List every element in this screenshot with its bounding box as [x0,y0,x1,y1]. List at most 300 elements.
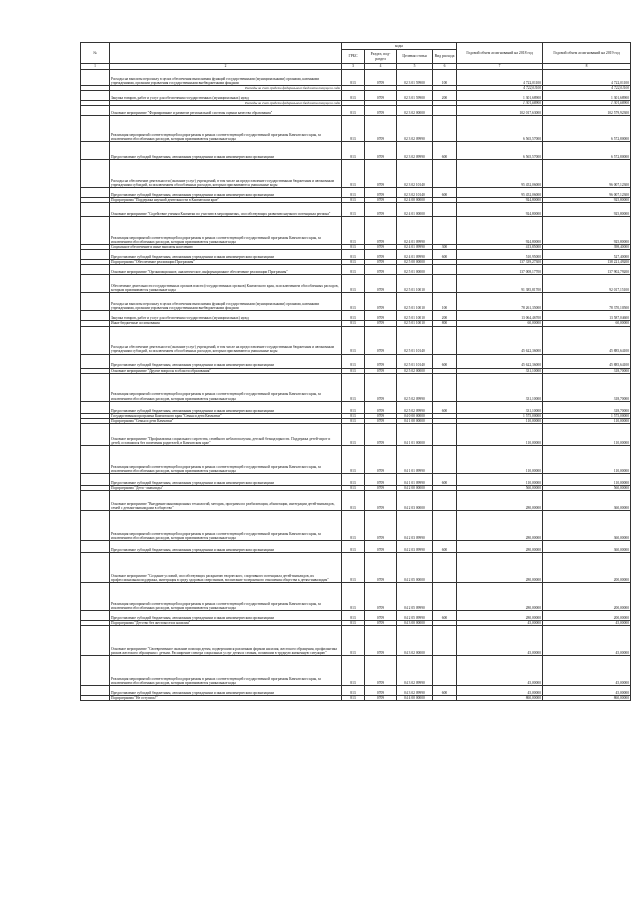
cell-number [81,142,110,160]
header-amount-2019: Годовой объем ассигнований на 2019 год [543,43,631,64]
cell-expense-type [433,582,457,610]
cell-amount-2019: 102 579,92300 [543,106,631,116]
cell-amount-2019: 200,00000 [543,582,631,610]
cell-amount-2018: 110,00000 [457,418,543,423]
cell-name: Подпрограмма "Дети - инвалиды" [110,485,342,490]
cell-section: 0709 [365,610,397,620]
cell-target-article: 02 5 01 10010 [397,275,433,293]
cell-name: Обеспечение деятельности государственных органов власти (государственных органов) Камчатского края, за исключением обособленных расходов, которым присваиваются уникальные коды [110,275,342,293]
cell-number [81,582,110,610]
cell-section: 0709 [365,326,397,354]
cell-amount-2018: 331,10000 [457,368,543,373]
cell-section: 0709 [365,490,397,510]
cell-grbs: 813 [342,142,365,160]
cell-number [81,265,110,275]
cell-amount-2018: 60,00000 [457,321,543,326]
cell-amount-2018: 13 064,46700 [457,311,543,321]
cell-grbs: 813 [342,401,365,413]
cell-target-article: 02 3 02 10140 [397,160,433,188]
cell-section: 0709 [365,413,397,418]
cell-grbs: 813 [342,250,365,260]
cell-amount-2018: 331,10000 [457,373,543,401]
cell-number [81,91,110,101]
cell-target-article: 02 4 00 00000 [397,198,433,203]
cell-number [81,70,110,86]
cell-number [81,401,110,413]
cell-grbs: 813 [342,188,365,198]
cell-expense-type: 600 [433,401,457,413]
cell-grbs: 813 [342,265,365,275]
cell-amount-2018: 280,00000 [457,510,543,540]
cell-target-article: 04 1 01 09990 [397,445,433,473]
table-row [81,293,631,311]
cell-target-article: 04 2 03 09990 [397,540,433,552]
cell-expense-type: 600 [433,142,457,160]
cell-name: Основное мероприятие "Своевременное оказание помощи детям, подвергшимся различным формам насилия, жестокого обращения, профилактика рисков жестокого обращения с детьми. Расширение спектра социальных услуг детям и семьям, попавшим в трудную жизненную ситуацию" [110,626,342,656]
cell-grbs: 813 [342,423,365,445]
cell-section: 0709 [365,275,397,293]
table-row [81,354,631,368]
cell-name: Подпрограмма "Семья и дети Камчатки" [110,418,342,423]
cell-amount-2018: 413,85000 [457,245,543,250]
cell-section: 0709 [365,540,397,552]
header-expense-type: Вид расхода [433,50,457,64]
cell-amount-2018: 78 261,35000 [457,293,543,311]
cell-target-article: 04 0 00 00000 [397,413,433,418]
cell-expense-type [433,696,457,701]
cell-section: 0709 [365,696,397,701]
cell-amount-2018: 1 575,00000 [457,413,543,418]
cell-number [81,686,110,696]
table-row [81,510,631,540]
cell-expense-type [433,510,457,540]
header-number: № [81,43,110,64]
cell-target-article: 04 2 05 00000 [397,552,433,582]
cell-section: 0709 [365,198,397,203]
table-row [81,423,631,445]
cell-grbs: 813 [342,311,365,321]
cell-amount-2018: 95 452,06000 [457,188,543,198]
cell-grbs: 813 [342,260,365,265]
table-row [81,696,631,701]
cell-expense-type [433,445,457,473]
cell-grbs: 813 [342,490,365,510]
cell-amount-2018: 45,00000 [457,626,543,656]
table-row [81,116,631,142]
cell-section: 0709 [365,620,397,625]
cell-amount-2018: 280,00000 [457,490,543,510]
cell-name: Предоставление субсидий бюджетным, автономным учреждениям и иным некоммерческим организациям [110,540,342,552]
cell-name: Предоставление субсидий бюджетным, автономным учреждениям и иным некоммерческим организациям [110,354,342,368]
cell-amount-2018: 4 722,01100 [457,70,543,86]
cell-number [81,275,110,293]
cell-name: Реализация мероприятий соответствующей подпрограммы в рамках соответствующей государственной программы Камчатского края, за исключением обособленных расходов, которым присваиваются уникальные коды [110,656,342,686]
cell-grbs: 813 [342,203,365,217]
cell-amount-2018: 102 017,63000 [457,106,543,116]
cell-amount-2019: 318,70000 [543,401,631,413]
cell-section: 0709 [365,203,397,217]
cell-number [81,217,110,245]
cell-grbs: 813 [342,696,365,701]
cell-section: 0709 [365,188,397,198]
cell-expense-type [433,490,457,510]
cell-amount-2018: 137 339,27300 [457,260,543,265]
cell-expense-type [433,106,457,116]
cell-amount-2019: 110,00000 [543,418,631,423]
cell-name: Основное мероприятие "Создание условий, способствующих раскрытию творческого, спортивного потенциала детей-инвалидов, их профессиональная поддержка, интеграция в среду здоровых сверстников, воспитание толерантного отношения общества к детям-инвалидам" [110,552,342,582]
table-row [81,70,631,86]
cell-name: Реализация мероприятий соответствующей подпрограммы в рамках соответствующей государственной программы Камчатского края, за исключением обособленных расходов, которым присваиваются уникальные коды [110,116,342,142]
cell-amount-2018: 45,00000 [457,686,543,696]
cell-number [81,445,110,473]
cell-amount-2019: 318,70000 [543,373,631,401]
cell-amount-2019: 1 301,68900 [543,91,631,101]
cell-name: Подпрограмма "Обеспечение реализации Программы" [110,260,342,265]
cell-section: 0709 [365,116,397,142]
cell-amount-2018: 860,00000 [457,696,543,701]
cell-target-article: 02 3 02 00000 [397,106,433,116]
cell-section: 0709 [365,260,397,265]
cell-target-article: 02 3 01 59900 [397,91,433,101]
cell-expense-type [433,217,457,245]
table-row [81,106,631,116]
cell-target-article: 02 5 01 10010 [397,293,433,311]
cell-target-article: 02 5 02 00000 [397,368,433,373]
cell-number [81,490,110,510]
table-row [81,265,631,275]
cell-section: 0709 [365,626,397,656]
cell-expense-type [433,116,457,142]
header-codes: коды [342,43,457,50]
cell-target-article: 04 1 01 00000 [397,423,433,445]
cell-section: 0709 [365,160,397,188]
cell-expense-type: 600 [433,610,457,620]
table-row [81,311,631,321]
cell-grbs: 813 [342,540,365,552]
cell-expense-type [433,656,457,686]
cell-name: Реализация мероприятий соответствующей подпрограммы в рамках соответствующей государственной программы Камчатского края, за исключением обособленных расходов, которым присваиваются уникальные коды [110,217,342,245]
cell-amount-2018: 110,00000 [457,445,543,473]
cell-amount-2018: 924,80000 [457,198,543,203]
cell-grbs: 813 [342,91,365,101]
column-number: 4 [365,64,397,70]
cell-amount-2019: 110,00000 [543,445,631,473]
cell-amount-2018: 280,00000 [457,582,543,610]
cell-name: Расходы на выплаты персоналу в целях обеспечения выполнения функций государственными (муниципальными) органами, казенными учреждениями, органами управления государственными внебюджетными фондами [110,70,342,86]
cell-amount-2019: 4 722,01100 [543,70,631,86]
cell-target-article: 04 2 03 00000 [397,490,433,510]
cell-expense-type: 600 [433,540,457,552]
cell-section: 0709 [365,485,397,490]
cell-amount-2018: 280,00000 [457,552,543,582]
cell-grbs: 813 [342,373,365,401]
cell-amount-2018: 6 565,57000 [457,116,543,142]
cell-amount-2019: 110,00000 [543,473,631,485]
cell-amount-2019: 200,00000 [543,552,631,582]
cell-section: 0709 [365,265,397,275]
cell-section: 0709 [365,418,397,423]
cell-amount-2019: 360,00000 [543,490,631,510]
cell-expense-type: 300 [433,245,457,250]
cell-amount-2019: 110,00000 [543,423,631,445]
cell-amount-2019: 78 370,10500 [543,293,631,311]
cell-grbs: 813 [342,160,365,188]
cell-amount-2018: 1 301,68900 [457,91,543,101]
cell-number [81,373,110,401]
cell-name: Основное мероприятие "Другие вопросы в области образования" [110,368,342,373]
table-row [81,540,631,552]
cell-name: Предоставление субсидий бюджетным, автономным учреждениям и иным некоммерческим организациям [110,142,342,160]
header-section: Раздел, под-раздел [365,50,397,64]
cell-target-article: 02 4 01 09990 [397,245,433,250]
cell-expense-type: 600 [433,188,457,198]
cell-amount-2018: 1 301,68900 [457,101,543,106]
cell-amount-2019: 45,00000 [543,656,631,686]
cell-amount-2019: 96 007,12300 [543,188,631,198]
cell-grbs: 813 [342,445,365,473]
header-name [110,43,342,64]
cell-amount-2019: 96 007,12300 [543,160,631,188]
cell-grbs: 813 [342,473,365,485]
cell-number [81,473,110,485]
cell-expense-type: 100 [433,293,457,311]
cell-grbs: 813 [342,413,365,418]
cell-name: Расходы на обеспечение деятельности (оказание услуг) учреждений, в том числе на предоставление государственным бюджетным и автономным учреждениям субсидий, за исключением обособленных расходов, которым присваиваются уникальные коды [110,160,342,188]
table-row [81,401,631,413]
table-row [81,217,631,245]
cell-amount-2019: 925,80000 [543,203,631,217]
table-row [81,203,631,217]
cell-expense-type: 600 [433,473,457,485]
cell-number [81,423,110,445]
cell-expense-type [433,265,457,275]
cell-expense-type: 200 [433,91,457,101]
cell-target-article: 02 5 01 10010 [397,321,433,326]
cell-name: Подпрограмма "Детство без жестокости и насилия" [110,620,342,625]
cell-target-article: 02 5 00 00000 [397,260,433,265]
cell-section: 0709 [365,217,397,245]
cell-grbs: 813 [342,293,365,311]
cell-amount-2019: 6 572,80000 [543,142,631,160]
cell-expense-type: 100 [433,70,457,86]
budget-table [80,42,631,701]
cell-amount-2018: 6 565,57000 [457,142,543,160]
header-grbs: ГРБС [342,50,365,64]
cell-amount-2019: 60,00000 [543,321,631,326]
cell-name: Расходы на обеспечение деятельности (оказание услуг) учреждений, в том числе на предоставление государственным бюджетным и автономным учреждениям субсидий, за исключением обособленных расходов, которым присваиваются уникальные коды [110,326,342,354]
cell-amount-2019: 527,40000 [543,250,631,260]
cell-amount-2019: 45,00000 [543,686,631,696]
cell-amount-2019: 45,00000 [543,620,631,625]
cell-target-article: 04 2 05 09990 [397,582,433,610]
cell-expense-type: 600 [433,354,457,368]
cell-expense-type: 600 [433,686,457,696]
header-amount-2018: Годовой объем ассигнований на 2018 год [457,43,543,64]
cell-number [81,250,110,260]
table-row [81,91,631,101]
cell-name: Предоставление субсидий бюджетным, автономным учреждениям и иным некоммерческим организациям [110,610,342,620]
cell-amount-2018: 280,00000 [457,610,543,620]
cell-number [81,116,110,142]
cell-amount-2019: 925,80000 [543,217,631,245]
cell-name: Расходы на выплаты персоналу в целях обеспечения выполнения функций государственными (муниципальными) органами, казенными учреждениями, органами управления государственными внебюджетными фондами [110,293,342,311]
table-row [81,326,631,354]
cell-expense-type [433,373,457,401]
cell-section: 0709 [365,423,397,445]
cell-target-article: 02 3 02 09990 [397,116,433,142]
table-row [81,626,631,656]
cell-number [81,656,110,686]
cell-section: 0709 [365,368,397,373]
cell-target-article: 02 5 02 09990 [397,373,433,401]
table-row [81,275,631,293]
cell-name: Основное мероприятие "Профилактика социального сиротства, семейного неблагополучия, детской безнадзорности. Поддержка детей-сирот и детей, оставшихся без попечения родителей, в Камчатском крае" [110,423,342,445]
cell-section: 0709 [365,510,397,540]
cell-section: 0709 [365,552,397,582]
cell-amount-2019: 6 572,80000 [543,116,631,142]
cell-grbs: 813 [342,198,365,203]
cell-amount-2018: 45,00000 [457,656,543,686]
cell-grbs: 813 [342,582,365,610]
cell-name: Предоставление субсидий бюджетным, автономным учреждениям и иным некоммерческим организациям [110,188,342,198]
cell-target-article: 02 4 01 09990 [397,217,433,245]
cell-target-article: 04 3 02 00000 [397,626,433,656]
cell-number [81,311,110,321]
cell-grbs: 813 [342,217,365,245]
cell-amount-2019: 138 221,49200 [543,260,631,265]
cell-amount-2019: 45 885,64100 [543,354,631,368]
cell-number [81,540,110,552]
cell-name: Подпрограмма "Не оступись!" [110,696,342,701]
cell-section: 0709 [365,70,397,86]
cell-number [81,510,110,540]
table-row [81,490,631,510]
column-number: 5 [397,64,433,70]
cell-expense-type [433,626,457,656]
cell-expense-type [433,552,457,582]
cell-section: 0709 [365,321,397,326]
cell-amount-2018: 331,10000 [457,401,543,413]
cell-grbs: 813 [342,552,365,582]
cell-number [81,626,110,656]
cell-section: 0709 [365,311,397,321]
table-row [81,160,631,188]
table-body [81,70,631,701]
cell-grbs: 813 [342,116,365,142]
table-row [81,610,631,620]
cell-section: 0709 [365,245,397,250]
cell-name: Предоставление субсидий бюджетным, автономным учреждениям и иным некоммерческим организациям [110,250,342,260]
cell-name: Социальное обеспечение и иные выплаты населению [110,245,342,250]
cell-amount-2019: 1 301,68900 [543,101,631,106]
cell-name: Подпрограмма "Поддержка научной деятельности в Камчатском крае" [110,198,342,203]
cell-amount-2019: 45,00000 [543,626,631,656]
cell-target-article: 02 5 01 10140 [397,354,433,368]
table-row [81,142,631,160]
cell-grbs: 813 [342,656,365,686]
cell-grbs: 813 [342,686,365,696]
cell-name: Предоставление субсидий бюджетным, автономным учреждениям и иным некоммерческим организациям [110,401,342,413]
cell-number [81,106,110,116]
cell-number [81,293,110,311]
table-row [81,686,631,696]
cell-section: 0709 [365,582,397,610]
cell-amount-2018: 45 622,36000 [457,354,543,368]
cell-amount-2019: 1 575,00000 [543,413,631,418]
cell-section: 0709 [365,354,397,368]
cell-name: Основное мероприятие "Организационное, аналитическое, информационное обеспечение реализации Программы" [110,265,342,275]
cell-grbs: 813 [342,275,365,293]
cell-section: 0709 [365,293,397,311]
cell-target-article: 02 4 01 00000 [397,203,433,217]
cell-target-article: 02 4 01 09990 [397,250,433,260]
cell-name: Предоставление субсидий бюджетным, автономным учреждениям и иным некоммерческим организациям [110,473,342,485]
cell-grbs: 813 [342,354,365,368]
cell-grbs: 813 [342,620,365,625]
cell-expense-type [433,275,457,293]
table-row [81,473,631,485]
cell-amount-2019: 360,00000 [543,510,631,540]
cell-expense-type: 200 [433,311,457,321]
cell-amount-2019: 13 587,04600 [543,311,631,321]
column-number: 2 [110,64,342,70]
cell-section: 0709 [365,106,397,116]
cell-name: Расходы за счет средств федерального бюджета текущего года [110,101,342,106]
cell-amount-2019: 360,00000 [543,540,631,552]
cell-amount-2019: 200,00000 [543,610,631,620]
cell-number [81,160,110,188]
header-target-article: Целевая статья [397,50,433,64]
cell-name: Иные бюджетные ассигнования [110,321,342,326]
table-row [81,373,631,401]
cell-grbs: 813 [342,368,365,373]
cell-amount-2019: 860,00000 [543,696,631,701]
cell-name: Основное мероприятие "Формирование и развитие региональной системы оценки качества образования" [110,106,342,116]
cell-name: Закупка товаров, работ и услуг для обеспечения государственных (муниципальных) нужд [110,311,342,321]
cell-grbs: 813 [342,245,365,250]
cell-expense-type [433,203,457,217]
cell-target-article: 04 3 02 09990 [397,656,433,686]
column-number: 3 [342,64,365,70]
cell-target-article: 02 3 01 59900 [397,70,433,86]
cell-amount-2019: 318,70000 [543,368,631,373]
cell-expense-type [433,160,457,188]
cell-section: 0709 [365,373,397,401]
cell-amount-2019: 45 885,64100 [543,326,631,354]
cell-expense-type [433,423,457,445]
cell-number [81,203,110,217]
cell-grbs: 813 [342,418,365,423]
cell-target-article: 04 1 01 09990 [397,473,433,485]
table-row [81,656,631,686]
cell-number [81,610,110,620]
cell-name: Закупка товаров, работ и услуг для обеспечения государственных (муниципальных) нужд [110,91,342,101]
cell-amount-2018: 280,00000 [457,540,543,552]
cell-grbs: 813 [342,626,365,656]
cell-name: Основное мероприятие "Внедрение инновационных технологий, методик, программ по реабилитации, абилитации, интеграции детей-инвалидов, семей с детьми-инвалидами в общество" [110,490,342,510]
cell-name: Реализация мероприятий соответствующей подпрограммы в рамках соответствующей государственной программы Камчатского края, за исключением обособленных расходов, которым присваиваются уникальные коды [110,445,342,473]
cell-number [81,696,110,701]
cell-section: 0709 [365,473,397,485]
column-number: 6 [433,64,457,70]
cell-name: Государственная программа Камчатского края "Семья и дети Камчатки" [110,413,342,418]
cell-name: Расходы за счет средств федерального бюджета текущего года [110,86,342,91]
cell-amount-2018: 91 385,81700 [457,275,543,293]
cell-expense-type: 600 [433,250,457,260]
cell-amount-2019: 398,40000 [543,245,631,250]
cell-grbs: 813 [342,510,365,540]
cell-target-article: 04 2 05 09990 [397,610,433,620]
